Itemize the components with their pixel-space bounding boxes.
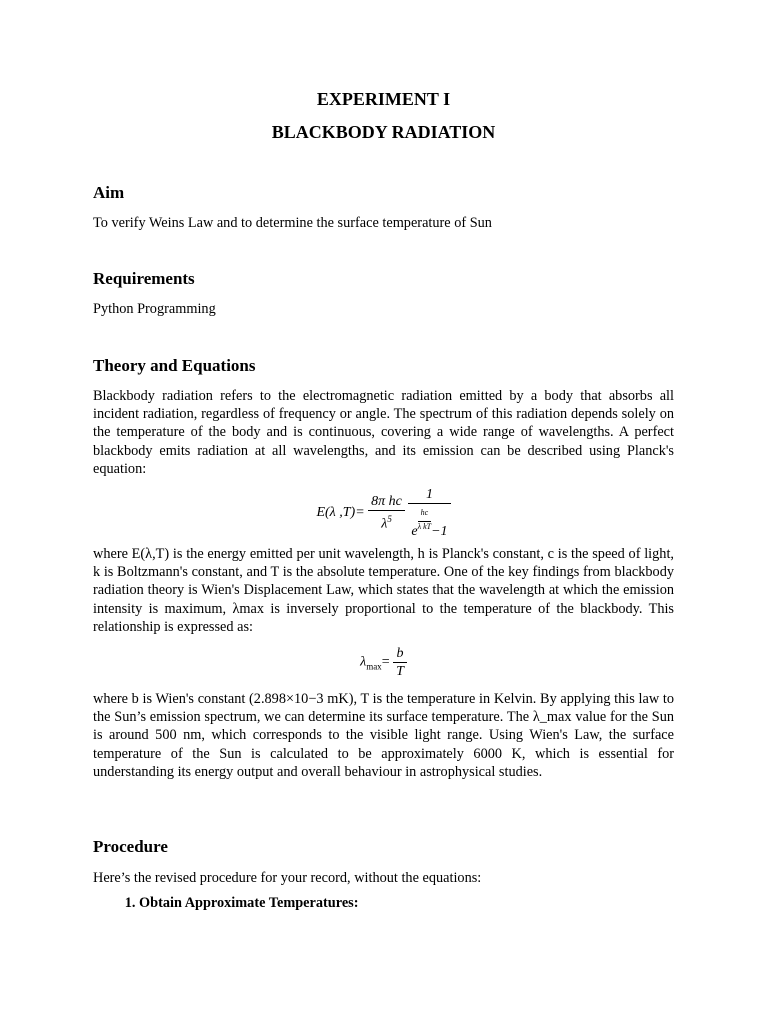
- experiment-number: EXPERIMENT I: [316, 89, 451, 109]
- procedure-item: 1. Obtain Approximate Temperatures:: [139, 894, 359, 912]
- planck-exponent-fraction: [418, 504, 431, 531]
- planck-num-1: 8π hc: [368, 493, 405, 511]
- planck-lhs: E(λ ,T)=: [316, 505, 365, 521]
- wien-lhs: λ: [360, 654, 367, 670]
- wien-equals: =: [381, 654, 390, 670]
- aim-heading: Aim: [93, 183, 125, 202]
- planck-fraction-2: [408, 486, 450, 540]
- planck-exp-base: e: [411, 524, 418, 539]
- planck-den-1-exp: 5: [387, 514, 392, 525]
- planck-den-1: [368, 511, 405, 533]
- planck-exp-den: λ kT: [417, 522, 432, 531]
- wien-lhs-sub: max: [366, 661, 382, 672]
- procedure-heading: Procedure: [93, 837, 168, 856]
- experiment-title: BLACKBODY RADIATION: [271, 122, 496, 142]
- planck-num-2: 1: [408, 486, 450, 504]
- requirements-text: Python Programming: [93, 301, 216, 317]
- aim-text: To verify Weins Law and to determine the surface temperature of Sun: [93, 215, 492, 231]
- theory-paragraph-3: where b is Wien's constant (2.898×10−3 mK), T is the temperature in Kelvin. By applying this law to the Sun’s emission spectrum, we can determine its surface temperature. The λ_max value for the Sun is around 500 nm, which corresponds to the visible light range. Using Wien's Law, the surface temperature of the Sun is calculated to be approximately 6000 K, which is essential for understanding its energy output and overall behaviour in astrophysical studies.: [93, 691, 674, 780]
- procedure-intro: Here’s the revised procedure for your record, without the equations:: [93, 870, 482, 886]
- wien-fraction: [393, 645, 407, 680]
- planck-den-2: [408, 504, 450, 540]
- planck-den-tail: −1: [431, 524, 448, 539]
- wien-num: b: [393, 645, 407, 663]
- wien-den: T: [396, 664, 404, 679]
- wien-equation: [93, 645, 674, 680]
- theory-paragraph-2: where E(λ,T) is the energy emitted per unit wavelength, h is Planck's constant, c is the speed of light, k is Boltzmann's constant, and T is the absolute temperature. One of the key findings from blackbody radiation theory is Wien's Displacement Law, which states that the wavelength at which the emission intensity is maximum, λmax is inversely proportional to the temperature of the blackbody. This relationship is expressed as:: [93, 546, 674, 635]
- theory-heading: Theory and Equations: [93, 356, 256, 375]
- planck-fraction-1: [368, 493, 405, 533]
- planck-den-1-base: λ: [381, 516, 388, 532]
- requirements-heading: Requirements: [93, 269, 195, 288]
- procedure-list: [93, 894, 359, 912]
- planck-equation: [93, 486, 674, 540]
- theory-paragraph-1: Blackbody radiation refers to the electromagnetic radiation emitted by a body that absorbs all incident radiation, regardless of frequency or angle. The spectrum of this radiation depends solely on the temperature of the body and is continuous, covering a wide range of wavelengths. A perfect blackbody emits radiation at all wavelengths, and its emission can be described using Planck's equation:: [93, 388, 674, 477]
- planck-exp-num: hc: [418, 504, 431, 522]
